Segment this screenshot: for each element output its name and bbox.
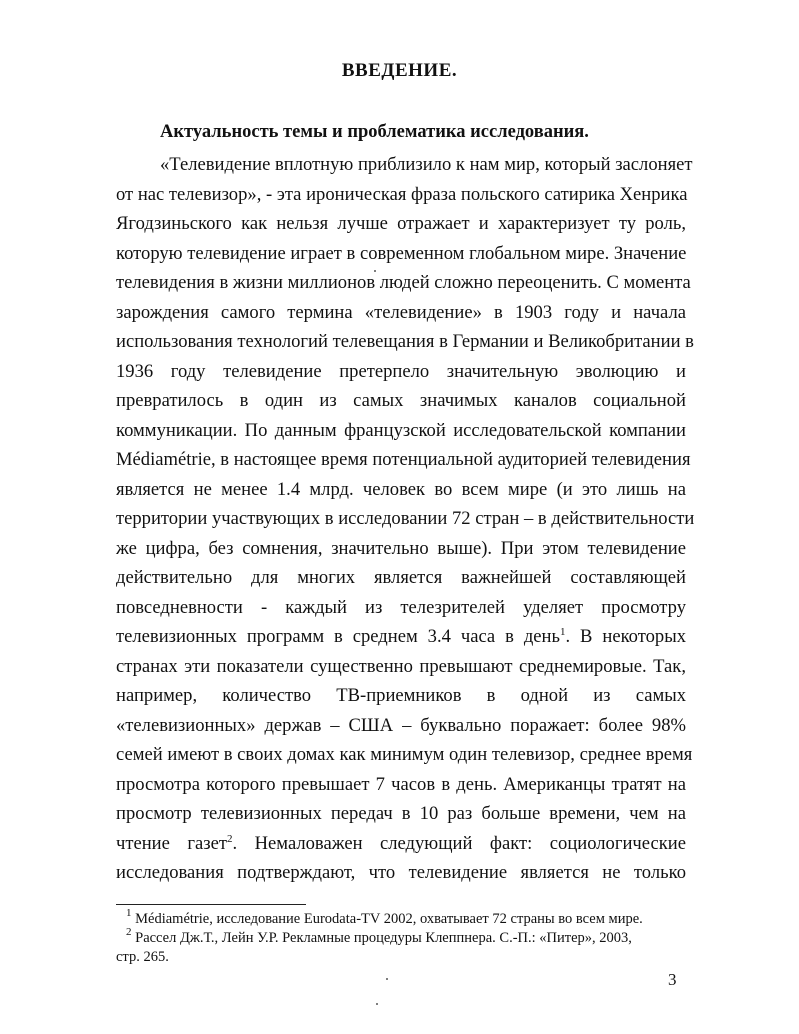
- body-line: действительно для многих является важнейшей составляющей: [116, 567, 686, 588]
- body-line: странах эти показатели существенно превышают среднемировые. Так,: [116, 655, 686, 677]
- body-line: территории участвующих в исследовании 72 стран – в действительности: [116, 508, 695, 529]
- section-heading: Актуальность темы и проблематика исследования.: [160, 122, 589, 142]
- body-line: от нас телевизор», - эта ироническая фраза польского сатирика Хенрика: [116, 183, 688, 205]
- body-line-text: телевизионных программ в среднем 3.4 часа в день: [116, 626, 560, 647]
- body-line-tail: . Немаловажен следующий факт: социологические: [232, 832, 686, 854]
- body-line: исследования подтверждают, что телевидение является не только: [116, 862, 686, 883]
- body-line: зарождения самого термина «телевидение» в 1903 году и начала: [116, 301, 686, 323]
- body-line: Médiamétrie, в настоящее время потенциальной аудиторией телевидения: [116, 449, 691, 470]
- body-line: повседневности - каждый из телезрителей уделяет просмотру: [116, 596, 686, 618]
- body-line: является не менее 1.4 млрд. человек во всем мире (и это лишь на: [116, 478, 686, 500]
- footnote-marker: 1: [126, 907, 132, 919]
- footnotes: [116, 907, 686, 967]
- body-line: 1936 году телевидение претерпело значительную эволюцию и: [116, 360, 686, 382]
- scan-speck: [386, 978, 388, 980]
- footnote-1: [116, 907, 686, 929]
- body-line: использования технологий телевещания в Германии и Великобритании в: [116, 331, 694, 352]
- body-line-with-footnote: [116, 622, 686, 652]
- body-line-tail: . В некоторых: [565, 626, 686, 647]
- footnote-ref-2: 2: [226, 832, 233, 845]
- body-line: например, количество ТВ-приемников в одной из самых: [116, 685, 686, 706]
- body-line: «Телевидение вплотную приблизило к нам мир, который заслоняет: [160, 154, 693, 175]
- scan-speck: [376, 1003, 378, 1005]
- body-line: семей имеют в своих домах как минимум один телевизор, среднее время: [116, 744, 693, 765]
- body-text: [116, 150, 695, 888]
- page-number: 3: [668, 970, 677, 989]
- body-line: которую телевидение играет в современном глобальном мире. Значение: [116, 242, 687, 264]
- footnote-text: Médiamétrie, исследование Eurodata-TV 2002, охватывает 72 страны во всем мире.: [135, 911, 643, 927]
- body-line-with-footnote: [116, 829, 686, 859]
- footnote-text: Рассел Дж.Т., Лейн У.Р. Рекламные процедуры Клеппнера. С.-П.: «Питер», 2003,: [135, 930, 632, 946]
- body-line: коммуникации. По данным французской исследовательской компании: [116, 419, 686, 441]
- footnote-divider: [116, 904, 306, 905]
- page-title: ВВЕДЕНИЕ.: [341, 60, 458, 81]
- body-line-text: чтение газет: [116, 832, 227, 854]
- scan-speck: [374, 270, 376, 272]
- body-line: просмотра которого превышает 7 часов в день. Американцы тратят на: [116, 773, 686, 795]
- body-line: же цифра, без сомнения, значительно выше). При этом телевидение: [116, 537, 686, 559]
- footnote-marker: 2: [126, 926, 132, 938]
- footnote-2: [116, 926, 686, 948]
- body-line: «телевизионных» держав – США – буквально поражает: более 98%: [116, 714, 686, 736]
- body-line: Ягодзиньского как нельзя лучше отражает и характеризует ту роль,: [116, 213, 686, 234]
- body-line: телевидения в жизни миллионов людей сложно переоценить. С момента: [116, 272, 691, 293]
- footnote-2-continuation: стр. 265.: [116, 949, 169, 965]
- footnote-ref-1: 1: [559, 626, 566, 638]
- body-line: просмотр телевизионных передач в 10 раз больше времени, чем на: [116, 803, 686, 824]
- body-line: превратилось в один из самых значимых каналов социальной: [116, 390, 686, 411]
